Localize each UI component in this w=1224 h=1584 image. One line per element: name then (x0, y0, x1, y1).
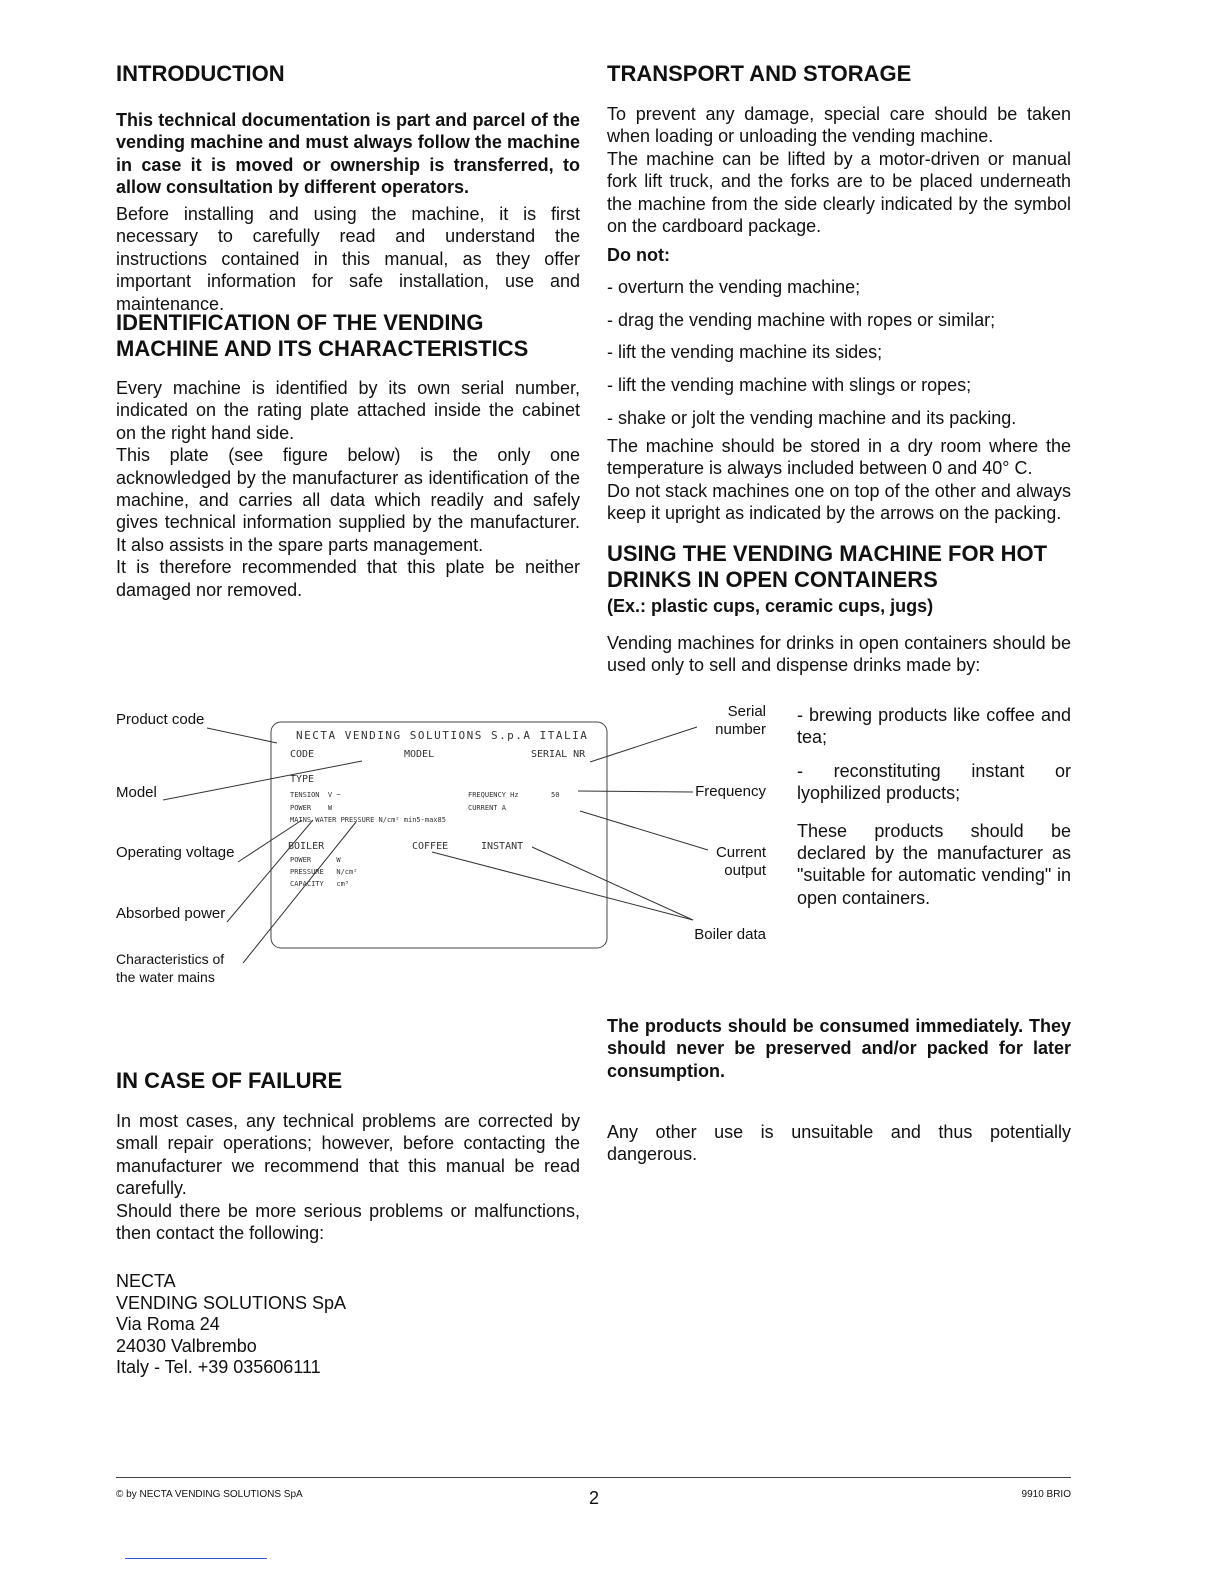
failure-text (116, 1110, 580, 1244)
footer-rule (116, 1477, 1071, 1478)
hot-drinks-declaration: These products should be declared by the manufacturer as "suitable for automatic vending" in open containers. (797, 820, 1071, 908)
transport-heading: TRANSPORT AND STORAGE (607, 61, 912, 86)
address-line: NECTA (116, 1271, 176, 1291)
intro-heading: INTRODUCTION (116, 61, 285, 86)
plate-water-pressure: MAINS WATER PRESSURE N/cm² min5-max85 (290, 816, 446, 824)
failure-p1: In most cases, any technical problems are corrected by small repair operations; however, before contacting the manufacturer we recommend that this manual be read carefully. (116, 1111, 580, 1199)
page-number: 2 (588, 1488, 599, 1508)
list-item: - drag the vending machine with ropes or similar; (607, 310, 996, 330)
plate-type: TYPE (290, 774, 315, 785)
label-product-code: Product code (116, 711, 205, 728)
ident-heading-line: IDENTIFICATION OF THE VENDING (116, 310, 484, 335)
unsuitable-use-text: Any other use is unsuitable and thus potentially dangerous. (607, 1122, 1071, 1165)
label-line: Serial (727, 703, 766, 720)
label-serial-number (680, 703, 766, 739)
plate-current: CURRENT A (468, 804, 506, 812)
label-model: Model (116, 784, 157, 801)
failure-p2: Should there be more serious problems or malfunctions, then contact the following: (116, 1200, 580, 1244)
label-water-mains (116, 950, 224, 986)
link-underline (125, 1558, 267, 1559)
intro-text: Before installing and using the machine, it is first necessary to carefully read and understand the instructions contained in this manual, as they offer important information for safe installation, use and maintenance. (116, 204, 580, 314)
hot-drinks-heading (607, 541, 1071, 593)
ident-heading-line: MACHINE AND ITS CHARACTERISTICS (116, 336, 529, 361)
plate-boiler-capacity: CAPACITY cm³ (290, 880, 350, 888)
plate-frequency: FREQUENCY Hz (468, 791, 519, 799)
heading-line: DRINKS IN OPEN CONTAINERS (607, 567, 938, 592)
label-current-output (680, 844, 766, 880)
label-absorbed-power: Absorbed power (116, 905, 226, 922)
plate-boiler-power: POWER W (290, 856, 341, 864)
transport-text (607, 103, 1071, 237)
storage-text (607, 435, 1071, 525)
hot-drinks-list (797, 704, 1071, 909)
list-item: - lift the vending machine its sides; (607, 342, 883, 362)
label-frequency: Frequency (695, 783, 766, 800)
plate-serial: SERIAL NR (531, 749, 586, 760)
address-line: Via Roma 24 (116, 1314, 220, 1334)
heading-line: USING THE VENDING MACHINE FOR HOT (607, 541, 1048, 566)
ident-p2: This plate (see figure below) is the only one acknowledged by the manufacturer as identification of the machine, and carries all data which readily and safely gives technical information supplied by the manufacturer. It also assists in the spare parts management. (116, 445, 580, 555)
label-line: number (715, 721, 766, 738)
plate-boiler: BOILER (288, 841, 325, 852)
transport-p2: The machine can be lifted by a motor-driven or manual fork lift truck, and the forks are to be placed underneath the machine from the side clearly indicated by the symbol on the cardboard package. (607, 148, 1071, 237)
plate-code: CODE (290, 749, 315, 760)
failure-heading: IN CASE OF FAILURE (116, 1068, 343, 1093)
plate-power: POWER W (290, 804, 333, 812)
address-line: Italy - Tel. +39 035606111 (116, 1357, 321, 1377)
address-line: 24030 Valbrembo (116, 1335, 257, 1356)
label-line: the water mains (116, 969, 215, 985)
list-item: - overturn the vending machine; (607, 277, 861, 297)
hot-drinks-subtitle: (Ex.: plastic cups, ceramic cups, jugs) (607, 596, 934, 616)
plate-header: NECTA VENDING SOLUTIONS S.p.A ITALIA (296, 729, 589, 742)
ident-p1: Every machine is identified by its own serial number, indicated on the rating plate attached inside the cabinet on the right hand side. (116, 378, 580, 443)
hot-drinks-text: Vending machines for drinks in open containers should be used only to sell and dispense drinks made by: (607, 633, 1071, 676)
label-line: Characteristics of (116, 951, 225, 967)
plate-frequency-value: 50 (551, 791, 560, 799)
list-item: - lift the vending machine with slings or ropes; (607, 375, 972, 395)
label-line: Current (715, 844, 766, 861)
ident-p3: It is therefore recommended that this plate be neither damaged nor removed. (116, 557, 580, 600)
storage-p2: Do not stack machines one on top of the other and always keep it upright as indicated by the arrows on the packing. (607, 480, 1071, 524)
transport-p1: To prevent any damage, special care should be taken when loading or unloading the vending machine. (607, 104, 1071, 147)
list-item: - reconstituting instant or lyophilized products; (797, 760, 1071, 804)
plate-tension: TENSION V ~ (290, 791, 341, 799)
plate-instant: INSTANT (481, 841, 524, 852)
intro-bold-text: This technical documentation is part and parcel of the vending machine and must always follow the machine in case it is moved or ownership is transferred, to allow consultation by different operators. (116, 110, 580, 198)
footer-doc-code: 9910 BRIO (1021, 1489, 1071, 1500)
label-boiler-data: Boiler data (694, 926, 766, 943)
do-not-label: Do not: (607, 245, 670, 265)
plate-boiler-pressure: PRESSURE N/cm² (290, 868, 358, 876)
plate-model: MODEL (404, 749, 435, 760)
label-line: output (724, 862, 766, 879)
list-item: - shake or jolt the vending machine and its packing. (607, 408, 1017, 428)
footer-copyright: © by NECTA VENDING SOLUTIONS SpA (116, 1489, 303, 1500)
storage-p1: The machine should be stored in a dry room where the temperature is always included between 0 and 40° C. (607, 436, 1071, 479)
address-line: VENDING SOLUTIONS SpA (116, 1292, 347, 1313)
plate-coffee: COFFEE (412, 841, 449, 852)
contact-address (116, 1271, 580, 1379)
consume-warning: The products should be consumed immediately. They should never be preserved and/or packed for later consumption. (607, 1016, 1071, 1081)
label-operating-voltage: Operating voltage (116, 844, 235, 861)
list-item: - brewing products like coffee and tea; (797, 705, 1071, 748)
